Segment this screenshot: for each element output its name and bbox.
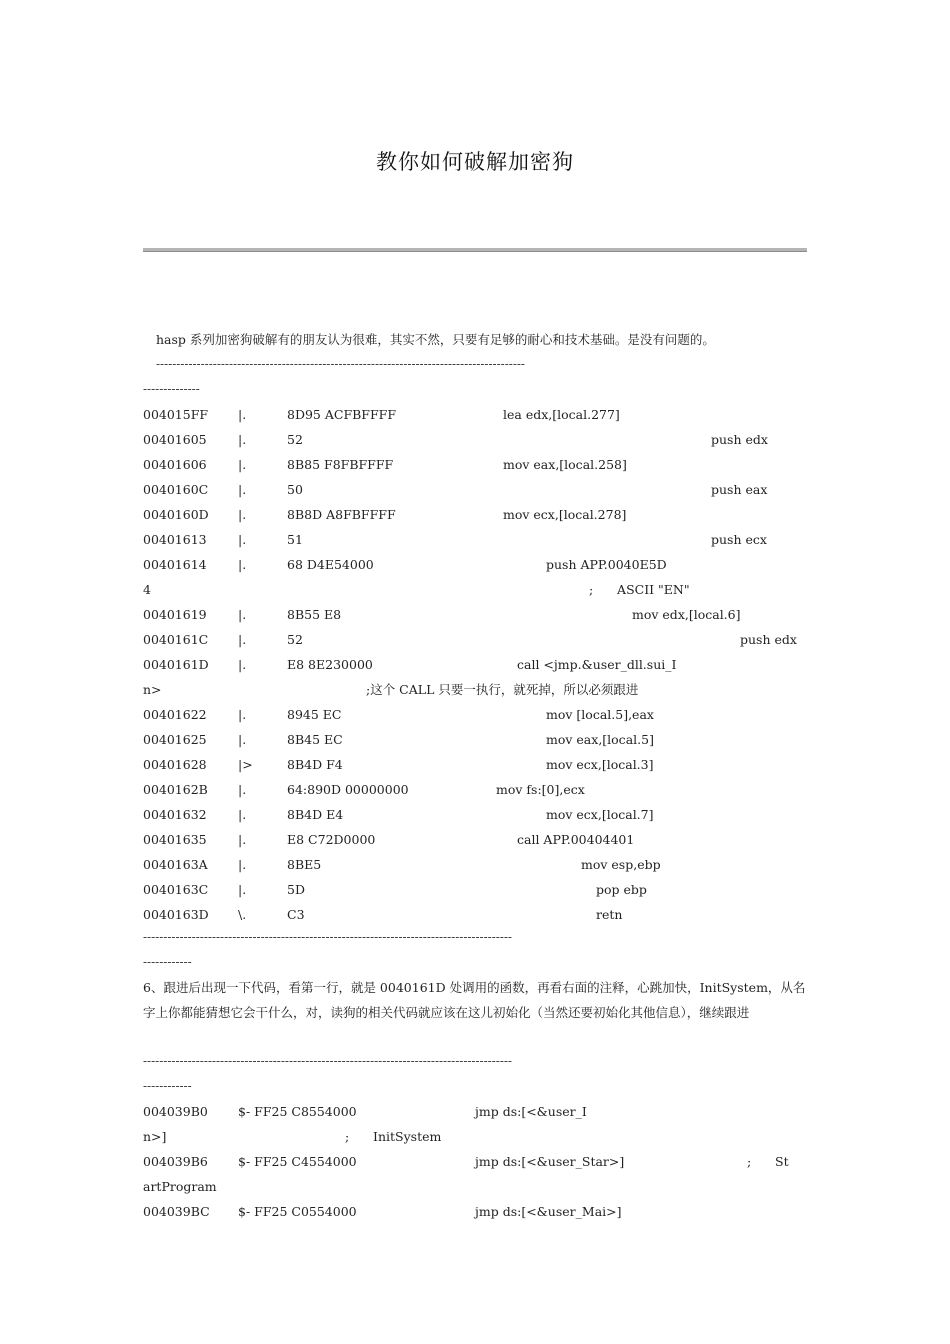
row-hex: 8B85 F8FBFFFF — [287, 457, 394, 472]
row-address: 0040163D — [143, 907, 209, 922]
row-code: lea edx,[local.277] — [503, 407, 620, 422]
row-address: 00401622 — [143, 707, 207, 722]
row-address: artProgram — [143, 1179, 217, 1194]
row-address: 00401613 — [143, 532, 207, 547]
row-code: mov [local.5],eax — [546, 707, 654, 722]
row-address: n> — [143, 682, 162, 697]
row-hex: 8B8D A8FBFFFF — [287, 507, 396, 522]
row-comment: ; ASCII "EN" — [589, 582, 690, 597]
row-hex: 8B4D F4 — [287, 757, 343, 772]
row-marker: |. — [238, 507, 247, 522]
row-code: jmp ds:[<&user_I — [475, 1104, 587, 1119]
row-marker: |. — [238, 632, 247, 647]
row-address: 0040161D — [143, 657, 209, 672]
row-comment: ;这个 CALL 只要一执行，就死掉，所以必须跟进 — [366, 682, 639, 697]
row-code: push ecx — [711, 532, 767, 547]
row-marker: |. — [238, 807, 247, 822]
row-code: jmp ds:[<&user_Star>] — [475, 1154, 625, 1169]
row-address: 0040161C — [143, 632, 209, 647]
row-hex: E8 C72D0000 — [287, 832, 376, 847]
row-address: 004039B6 — [143, 1154, 208, 1169]
row-code: jmp ds:[<&user_Mai>] — [475, 1204, 622, 1219]
row-code: push edx — [740, 632, 797, 647]
row-address: 00401605 — [143, 432, 207, 447]
row-hex: 5D — [287, 882, 305, 897]
row-marker: |> — [238, 757, 253, 772]
row-hex: 52 — [287, 632, 303, 647]
row-code: retn — [596, 907, 623, 922]
separator-tail: -------------- — [143, 382, 200, 396]
row-hex: E8 8E230000 — [287, 657, 373, 672]
row-address: 00401619 — [143, 607, 207, 622]
row-code: call APP.00404401 — [517, 832, 635, 847]
horizontal-rule — [143, 248, 807, 252]
row-hex: 8D95 ACFBFFFF — [287, 407, 396, 422]
row-address: 00401625 — [143, 732, 207, 747]
row-marker: |. — [238, 607, 247, 622]
row-code: push APP.0040E5D — [546, 557, 667, 572]
row-hex: 8945 EC — [287, 707, 342, 722]
row-comment: ; St — [747, 1154, 789, 1169]
row-hex: 50 — [287, 482, 303, 497]
row-marker: |. — [238, 457, 247, 472]
row-marker: |. — [238, 657, 247, 672]
row-code: mov ecx,[local.278] — [503, 507, 627, 522]
row-hex: 52 — [287, 432, 303, 447]
row-code: pop ebp — [596, 882, 647, 897]
row-code: mov fs:[0],ecx — [496, 782, 585, 797]
row-address: 00401628 — [143, 757, 207, 772]
separator-tail: ------------ — [143, 955, 192, 969]
row-hex: 8B4D E4 — [287, 807, 344, 822]
row-address: 0040162B — [143, 782, 208, 797]
page-title: 教你如何破解加密狗 — [376, 150, 574, 174]
row-code: mov eax,[local.258] — [503, 457, 627, 472]
row-hex: 51 — [287, 532, 303, 547]
row-address: 004015FF — [143, 407, 209, 422]
separator-line: ------------------------------------------------------------------------------------------- — [143, 1054, 512, 1068]
row-hex: $- FF25 C8554000 — [238, 1104, 357, 1119]
row-code: push eax — [711, 482, 768, 497]
row-hex: 68 D4E54000 — [287, 557, 374, 572]
row-code: mov esp,ebp — [581, 857, 661, 872]
row-code: call <jmp.&user_dll.sui_I — [517, 657, 677, 672]
row-address: 0040163A — [143, 857, 208, 872]
row-code: mov edx,[local.6] — [632, 607, 741, 622]
row-address: 004039B0 — [143, 1104, 208, 1119]
row-marker: |. — [238, 432, 247, 447]
separator-line: ------------------------------------------------------------------------------------------- — [143, 930, 512, 944]
intro-paragraph: hasp 系列加密狗破解有的朋友认为很难，其实不然，只要有足够的耐心和技术基础。是没有问题的。 — [156, 332, 715, 347]
row-marker: |. — [238, 482, 247, 497]
separator-tail: ------------ — [143, 1079, 192, 1093]
row-marker: |. — [238, 732, 247, 747]
row-marker: |. — [238, 557, 247, 572]
step-6-paragraph: 6、跟进后出现一下代码，看第一行，就是 0040161D 处调用的函数，再看右面的注释，心跳加快，InitSystem，从名字上你都能猜想它会干什么，对，读狗的相关代码就应该在这儿初始化（当然还要初始化其他信息），继续跟进 — [143, 980, 806, 1020]
row-code: mov ecx,[local.3] — [546, 757, 654, 772]
row-marker: |. — [238, 707, 247, 722]
row-marker: |. — [238, 882, 247, 897]
row-comment: ; InitSystem — [345, 1129, 442, 1144]
row-marker: |. — [238, 532, 247, 547]
row-address: n>] — [143, 1129, 167, 1144]
row-hex: 8B45 EC — [287, 732, 343, 747]
row-address: 0040160C — [143, 482, 209, 497]
row-hex: $- FF25 C4554000 — [238, 1154, 357, 1169]
row-address: 4 — [143, 582, 151, 597]
row-hex: 8B55 E8 — [287, 607, 342, 622]
row-address: 0040160D — [143, 507, 209, 522]
row-address: 00401635 — [143, 832, 207, 847]
row-marker: |. — [238, 832, 247, 847]
row-marker: |. — [238, 407, 247, 422]
row-address: 00401606 — [143, 457, 207, 472]
row-code: push edx — [711, 432, 768, 447]
row-address: 004039BC — [143, 1204, 210, 1219]
row-marker: |. — [238, 857, 247, 872]
row-code: mov eax,[local.5] — [546, 732, 654, 747]
row-marker: |. — [238, 782, 247, 797]
row-hex: 8BE5 — [287, 857, 322, 872]
row-address: 00401632 — [143, 807, 207, 822]
row-address: 0040163C — [143, 882, 209, 897]
row-marker: \. — [238, 907, 247, 922]
row-hex: $- FF25 C0554000 — [238, 1204, 357, 1219]
row-address: 00401614 — [143, 557, 207, 572]
row-hex: 64:890D 00000000 — [287, 782, 409, 797]
row-code: mov ecx,[local.7] — [546, 807, 654, 822]
row-hex: C3 — [287, 907, 305, 922]
separator-line: ------------------------------------------------------------------------------------------- — [156, 357, 525, 371]
